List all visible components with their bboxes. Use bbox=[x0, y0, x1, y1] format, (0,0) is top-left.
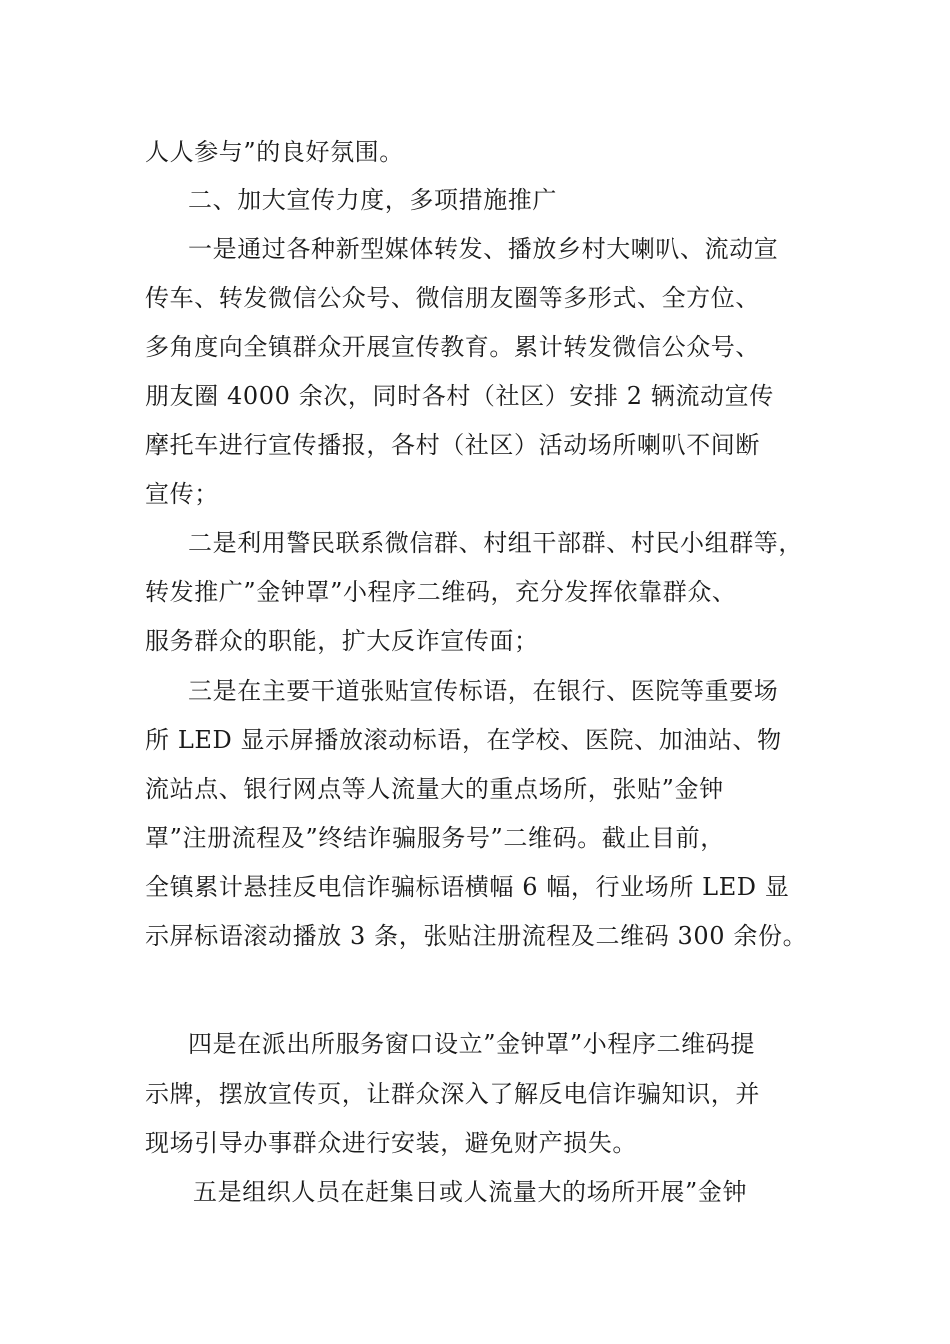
text-line: 二是利用警民联系微信群、村组干部群、村民小组群等， bbox=[188, 529, 803, 557]
text-line: 流站点、银行网点等人流量大的重点场所，张贴”金钟 bbox=[145, 775, 724, 803]
text-line: 全镇累计悬挂反电信诈骗标语横幅 6 幅，行业场所 LED 显 bbox=[145, 873, 790, 901]
text-line: 示屏标语滚动播放 3 条，张贴注册流程及二维码 300 余份。 bbox=[145, 922, 808, 950]
text-line: 传车、转发微信公众号、微信朋友圈等多形式、全方位、 bbox=[145, 284, 760, 312]
text-line: 人人参与”的良好氛围。 bbox=[145, 138, 404, 166]
text-line: 宣传； bbox=[145, 480, 219, 508]
text-line: 示牌，摆放宣传页，让群众深入了解反电信诈骗知识，并 bbox=[145, 1080, 760, 1108]
text-line: 朋友圈 4000 余次，同时各村（社区）安排 2 辆流动宣传 bbox=[145, 382, 774, 410]
text-line: 五是组织人员在赶集日或人流量大的场所开展”金钟 bbox=[193, 1178, 748, 1206]
text-line: 罩”注册流程及”终结诈骗服务号”二维码。截止目前， bbox=[145, 824, 725, 852]
text-line: 所 LED 显示屏播放滚动标语，在学校、医院、加油站、物 bbox=[145, 726, 782, 754]
text-line: 多角度向全镇群众开展宣传教育。累计转发微信公众号、 bbox=[145, 333, 760, 361]
text-line: 三是在主要干道张贴宣传标语，在银行、医院等重要场 bbox=[188, 677, 779, 705]
section-heading: 二、加大宣传力度，多项措施推广 bbox=[188, 186, 557, 214]
text-line: 现场引导办事群众进行安装，避免财产损失。 bbox=[145, 1129, 637, 1157]
text-line: 转发推广”金钟罩”小程序二维码，充分发挥依靠群众、 bbox=[145, 578, 737, 606]
text-line: 四是在派出所服务窗口设立”金钟罩”小程序二维码提 bbox=[188, 1030, 755, 1058]
text-line: 一是通过各种新型媒体转发、播放乡村大喇叭、流动宣 bbox=[188, 235, 779, 263]
text-line: 服务群众的职能，扩大反诈宣传面； bbox=[145, 627, 539, 655]
text-line: 摩托车进行宣传播报，各村（社区）活动场所喇叭不间断 bbox=[145, 431, 760, 459]
